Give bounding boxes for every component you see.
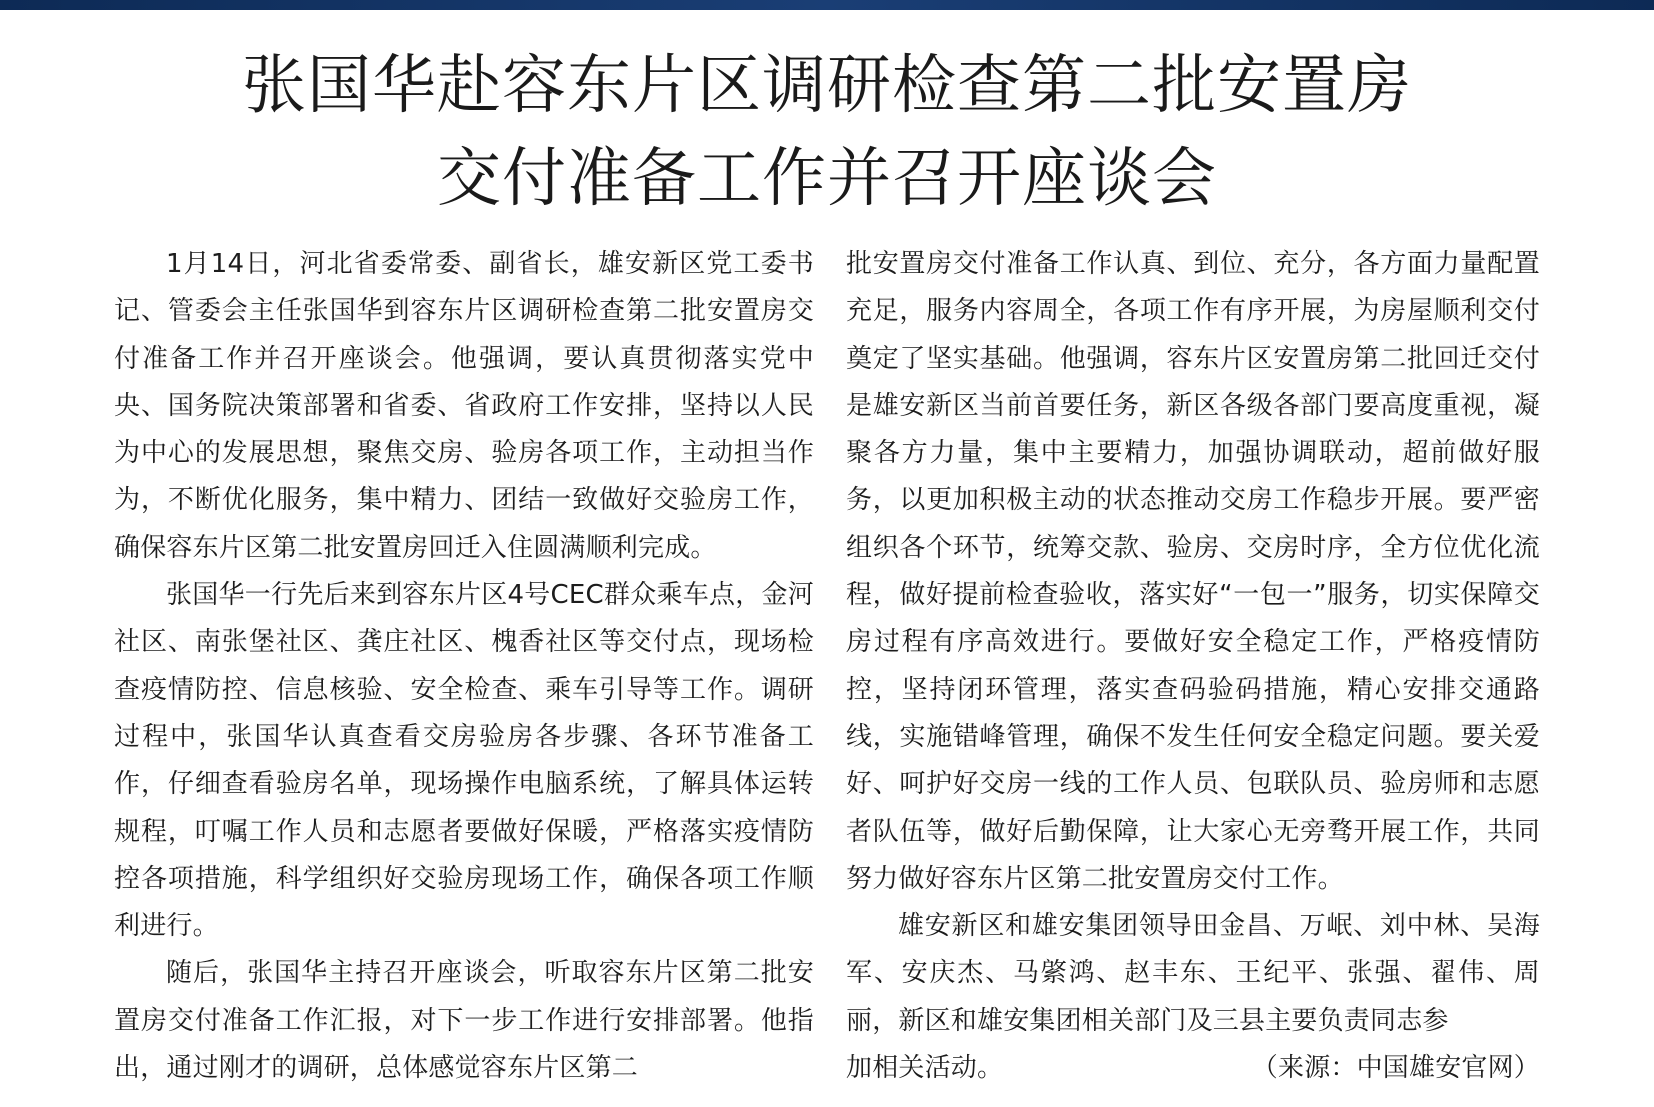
paragraph-3-continued: 批安置房交付准备工作认真、到位、充分，各方面力量配置充足，服务内容周全，各项工作有序开展，为房屋顺利交付奠定了坚实基础。他强调，容东片区安置房第二批回迁交付是雄安新区当前首要任务，新区各级各部门要高度重视，凝聚各方力量，集中主要精力，加强协调联动，超前做好服务，以更加积极主动的状态推动交房工作稳步开展。要严密组织各个环节，统筹交款、验房、交房时序，全方位优化流程，做好提前检查验收，落实好“一包一”服务，切实保障交房过程有序高效进行。要做好安全稳定工作，严格疫情防控，坚持闭环管理，落实查码验码措施，精心安排交通路线，实施错峰管理，确保不发生任何安全稳定问题。要关爱好、呵护好交房一线的工作人员、包联队员、验房师和志愿者队伍等，做好后勤保障，让大家心无旁骛开展工作，共同努力做好容东片区第二批安置房交付工作。: [846, 249, 1540, 894]
paragraph-2: 张国华一行先后来到容东片区4号CEC群众乘车点，金河社区、南张堡社区、龚庄社区、槐香社区等交付点，现场检查疫情防控、信息核验、安全检查、乘车引导等工作。调研过程中，张国华认真查看交房验房各步骤、各环节准备工作，仔细查看验房名单，现场操作电脑系统，了解具体运转规程，叮嘱工作人员和志愿者要做好保暖，严格落实疫情防控各项措施，科学组织好交验房现场工作，确保各项工作顺利进行。: [114, 580, 814, 942]
right-column: [846, 241, 1540, 1092]
paragraph-4: 雄安新区和雄安集团领导田金昌、万岷、刘中林、吴海军、安庆杰、马綮鸿、赵丰东、王纪平、张强、翟伟、周丽，新区和雄安集团相关部门及三县主要负责同志参: [846, 911, 1540, 1036]
headline-line-1: 张国华赴容东片区调研检查第二批安置房: [242, 49, 1412, 123]
paragraph-3: 随后，张国华主持召开座谈会，听取容东片区第二批安置房交付准备工作汇报，对下一步工作进行安排部署。他指出，通过刚才的调研，总体感觉容东片区第二: [114, 958, 814, 1084]
article-headline: [0, 40, 1654, 226]
closing-line: [846, 1045, 1540, 1092]
paragraph-4-end: 加相关活动。: [846, 1053, 1004, 1084]
headline-line-2: 交付准备工作并召开座谈会: [437, 142, 1217, 216]
left-column: [114, 241, 814, 1092]
top-banner-bar: [0, 0, 1654, 10]
source-credit: （来源：中国雄安官网）: [1251, 1053, 1540, 1084]
paragraph-1: 1月14日，河北省委常委、副省长，雄安新区党工委书记、管委会主任张国华到容东片区调研检查第二批安置房交付准备工作并召开座谈会。他强调，要认真贯彻落实党中央、国务院决策部署和省委、省政府工作安排，坚持以人民为中心的发展思想，聚焦交房、验房各项工作，主动担当作为，不断优化服务，集中精力、团结一致做好交验房工作，确保容东片区第二批安置房回迁入住圆满顺利完成。: [114, 249, 814, 563]
